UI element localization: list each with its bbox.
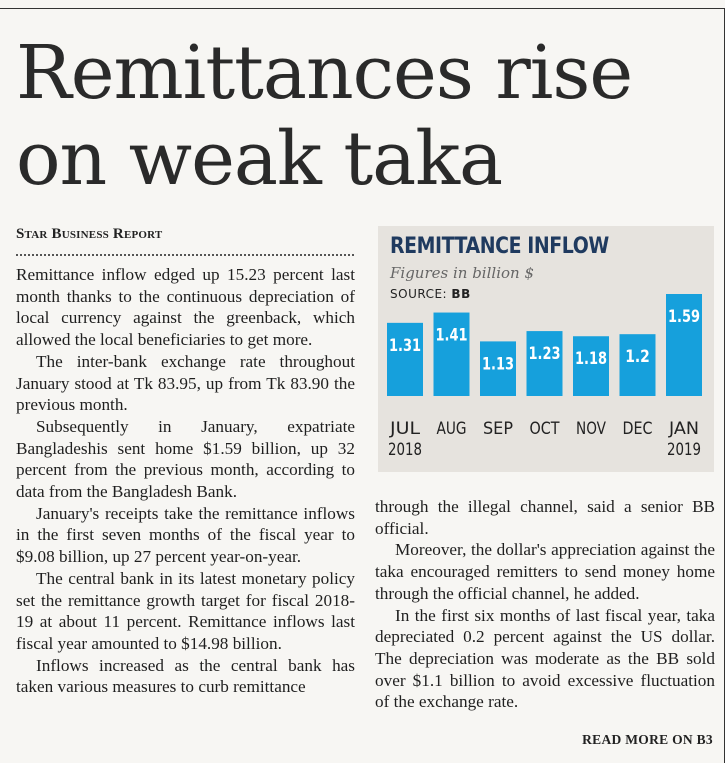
bar-value-label: 1.13 [482, 354, 514, 375]
headline-line-1: Remittances rise [16, 30, 633, 116]
article-column-right [375, 496, 715, 713]
source-label: SOURCE: [390, 287, 448, 301]
dotted-divider [16, 254, 354, 256]
paragraph: through the illegal channel, said a senior BB official. [375, 497, 715, 538]
bar-value-label: 1.23 [528, 344, 561, 365]
bar-value-label: 1.41 [435, 325, 468, 346]
category-label: AUG [436, 419, 467, 439]
paragraph: Inflows increased as the central bank has taken various measures to curb remittance [16, 655, 355, 697]
bar-value-label: 1.18 [575, 349, 607, 370]
year-label: 2018 [388, 440, 422, 460]
byline [16, 226, 162, 243]
paragraph: The central bank in its latest monetary policy set the remittance growth target for fiscal 2018-19 at about 11 percent. Remittance inflows last fiscal year amounted to $14.98 billion. [16, 568, 355, 653]
category-label: DEC [622, 419, 653, 439]
chart-subtitle: Figures in billion $ [390, 264, 535, 282]
bar-value-label: 1.59 [668, 307, 700, 327]
top-rule [0, 8, 725, 9]
category-label: JUL [388, 419, 421, 439]
category-label: JAN [667, 419, 699, 439]
bar-jul [387, 323, 423, 396]
paragraph: In the first six months of last fiscal year, taka depreciated 0.2 percent against the US dollar. The depreciation was moderate as the BB sold over $1.1 billion to avoid excessive fluctuation of the exchange rate. [375, 605, 715, 712]
source-value: BB [451, 287, 471, 301]
category-label: NOV [576, 419, 607, 439]
category-label: SEP [483, 419, 513, 439]
byline-text: Star Business Report [16, 226, 163, 242]
chart-title: REMITTANCE INFLOW [390, 234, 609, 259]
headline [16, 30, 716, 202]
article-column-left [16, 264, 355, 698]
remittance-chart [378, 226, 714, 472]
bar-value-label: 1.2 [625, 347, 650, 368]
category-label: OCT [529, 419, 561, 439]
paragraph: Moreover, the dollar's appreciation against the taka encouraged remitters to send money home through the official channel, he added. [375, 540, 715, 603]
paragraph: January's receipts take the remittance inflows in the first seven months of the fiscal year to $9.08 billion, up 27 percent year-on-year. [16, 503, 355, 567]
year-label: 2019 [667, 440, 701, 460]
paragraph: The inter-bank exchange rate throughout January stood at Tk 83.95, up from Tk 83.90 the previous month. [16, 351, 355, 415]
read-more-link[interactable]: READ MORE ON B3 [582, 732, 713, 747]
paragraph: Remittance inflow edged up 15.23 percent last month thanks to the continuous depreciation of local currency against the greenback, which allowed the local beneficiaries to get more. [16, 265, 355, 350]
chart-plot [378, 226, 714, 472]
headline-line-2: on weak taka [16, 116, 503, 202]
paragraph: Subsequently in January, expatriate Bangladeshis sent home $1.59 billion, up 32 percent from the previous month, according to data from the Bangladesh Bank. [16, 416, 355, 502]
bar-value-label: 1.31 [389, 335, 421, 356]
